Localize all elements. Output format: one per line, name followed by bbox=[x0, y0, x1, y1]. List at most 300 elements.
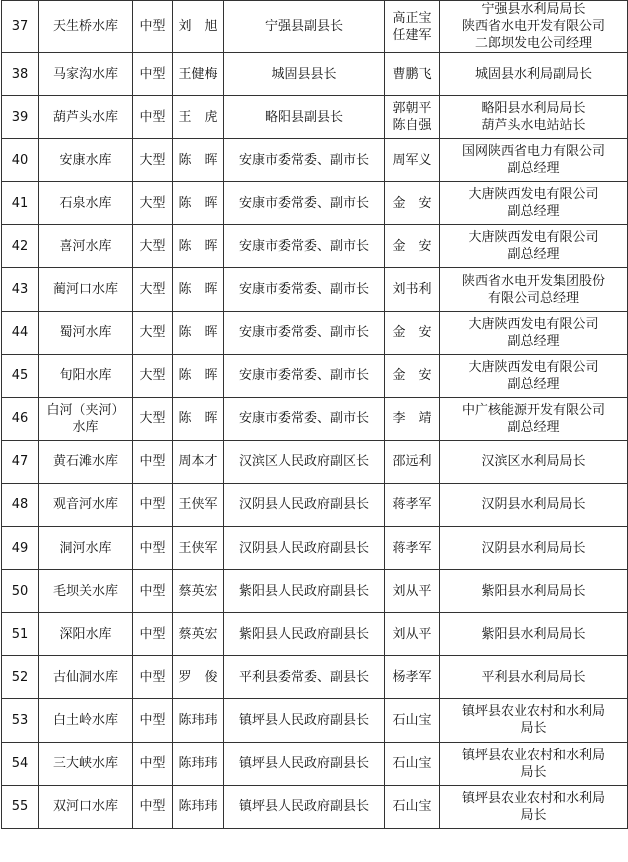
row-number-text: 54 bbox=[11, 756, 29, 772]
row-number-cell bbox=[2, 785, 39, 828]
admin-responsible-person-line: 陈 晖 bbox=[178, 152, 218, 168]
table-row bbox=[2, 742, 628, 785]
row-number-text: 50 bbox=[11, 583, 29, 599]
row-number-text: 53 bbox=[11, 712, 29, 728]
reservoir-type-text: 大型 bbox=[139, 195, 166, 211]
admin-responsible-person-cell bbox=[173, 699, 224, 742]
admin-responsible-person-cell bbox=[173, 527, 224, 570]
tech-position-line: 汉滨区水利局局长 bbox=[481, 454, 586, 470]
tech-responsible-person-line: 任建军 bbox=[392, 27, 432, 43]
row-number-cell bbox=[2, 96, 39, 139]
reservoir-type-text: 大型 bbox=[139, 152, 166, 168]
tech-position-cell bbox=[440, 397, 628, 440]
table-row bbox=[2, 53, 628, 96]
admin-responsible-person-line: 陈 晖 bbox=[178, 195, 218, 211]
reservoir-type-cell bbox=[133, 785, 173, 828]
tech-responsible-person-line: 刘从平 bbox=[392, 583, 432, 599]
reservoir-name-cell bbox=[39, 1, 133, 53]
tech-position-line: 汉阴县水利局局长 bbox=[481, 497, 586, 513]
row-number-cell bbox=[2, 182, 39, 225]
tech-position-cell bbox=[440, 527, 628, 570]
reservoir-responsibility-table bbox=[1, 0, 628, 829]
admin-responsible-person-line: 王侠军 bbox=[178, 540, 218, 556]
table-row bbox=[2, 182, 628, 225]
admin-position-line: 安康市委常委、副市长 bbox=[238, 195, 369, 211]
table-row bbox=[2, 483, 628, 526]
row-number-text: 48 bbox=[11, 497, 29, 513]
table-row bbox=[2, 268, 628, 311]
admin-position-cell bbox=[224, 354, 385, 397]
admin-responsible-person-line: 罗 俊 bbox=[178, 669, 218, 685]
tech-responsible-person-line: 李 靖 bbox=[392, 411, 432, 427]
tech-position-cell bbox=[440, 225, 628, 268]
admin-position-cell bbox=[224, 311, 385, 354]
reservoir-type-cell bbox=[133, 225, 173, 268]
tech-responsible-person-line: 曹鹏飞 bbox=[392, 66, 432, 82]
table-row bbox=[2, 225, 628, 268]
reservoir-name-line: 石泉水库 bbox=[59, 195, 112, 211]
tech-responsible-person-cell bbox=[385, 268, 440, 311]
reservoir-name-cell bbox=[39, 699, 133, 742]
reservoir-name-line: 白河（夹河） bbox=[46, 402, 125, 418]
admin-responsible-person-line: 陈 晖 bbox=[178, 325, 218, 341]
tech-position-line: 略阳县水利局局长 bbox=[481, 101, 586, 117]
row-number-cell bbox=[2, 440, 39, 483]
tech-responsible-person-cell bbox=[385, 613, 440, 656]
tech-position-line: 副总经理 bbox=[507, 333, 560, 349]
reservoir-name-cell bbox=[39, 53, 133, 96]
admin-position-cell bbox=[224, 225, 385, 268]
row-number-text: 41 bbox=[11, 195, 29, 211]
row-number-text: 55 bbox=[11, 799, 29, 815]
row-number-text: 49 bbox=[11, 540, 29, 556]
tech-position-line: 镇坪县农业农村和水利局 bbox=[461, 790, 605, 806]
tech-responsible-person-line: 刘从平 bbox=[392, 626, 432, 642]
tech-responsible-person-cell bbox=[385, 699, 440, 742]
tech-position-line: 城固县水利局副局长 bbox=[474, 66, 592, 82]
tech-responsible-person-line: 高正宝 bbox=[392, 10, 432, 26]
reservoir-type-cell bbox=[133, 53, 173, 96]
admin-position-line: 城固县县长 bbox=[271, 66, 337, 82]
admin-position-line: 安康市委常委、副市长 bbox=[238, 368, 369, 384]
row-number-cell bbox=[2, 742, 39, 785]
reservoir-type-text: 中型 bbox=[139, 540, 166, 556]
reservoir-name-line: 白土岭水库 bbox=[52, 712, 118, 728]
tech-responsible-person-cell bbox=[385, 53, 440, 96]
admin-position-line: 镇坪县人民政府副县长 bbox=[238, 799, 369, 815]
tech-responsible-person-cell bbox=[385, 225, 440, 268]
row-number-cell bbox=[2, 268, 39, 311]
row-number-text: 46 bbox=[11, 411, 29, 427]
row-number-text: 37 bbox=[11, 19, 29, 34]
tech-position-line: 副总经理 bbox=[507, 247, 560, 263]
reservoir-type-cell bbox=[133, 613, 173, 656]
reservoir-type-text: 中型 bbox=[139, 66, 166, 82]
tech-position-line: 陕西省水电开发有限公司 bbox=[461, 19, 605, 34]
tech-position-cell bbox=[440, 742, 628, 785]
reservoir-type-text: 大型 bbox=[139, 238, 166, 254]
tech-responsible-person-cell bbox=[385, 570, 440, 613]
admin-responsible-person-line: 陈玮玮 bbox=[178, 712, 218, 728]
admin-responsible-person-line: 陈 晖 bbox=[178, 238, 218, 254]
tech-responsible-person-cell bbox=[385, 742, 440, 785]
tech-responsible-person-line: 杨孝军 bbox=[392, 669, 432, 685]
reservoir-name-cell bbox=[39, 268, 133, 311]
admin-position-cell bbox=[224, 139, 385, 182]
tech-position-line: 葫芦头水电站站长 bbox=[481, 118, 586, 134]
admin-position-cell bbox=[224, 268, 385, 311]
admin-responsible-person-line: 陈 晖 bbox=[178, 368, 218, 384]
tech-position-line: 陕西省水电开发集团股份 bbox=[461, 273, 605, 289]
table-row bbox=[2, 1, 628, 53]
tech-responsible-person-cell bbox=[385, 96, 440, 139]
tech-position-line: 副总经理 bbox=[507, 419, 560, 435]
reservoir-name-line: 古仙洞水库 bbox=[52, 669, 118, 685]
reservoir-type-text: 中型 bbox=[139, 626, 166, 642]
tech-position-line: 二郎坝发电公司经理 bbox=[474, 36, 592, 51]
tech-position-cell bbox=[440, 483, 628, 526]
reservoir-type-text: 中型 bbox=[139, 712, 166, 728]
row-number-text: 38 bbox=[11, 66, 29, 82]
admin-position-cell bbox=[224, 527, 385, 570]
reservoir-type-cell bbox=[133, 182, 173, 225]
tech-position-line: 镇坪县农业农村和水利局 bbox=[461, 704, 605, 720]
tech-position-line: 有限公司总经理 bbox=[487, 290, 579, 306]
tech-position-cell bbox=[440, 440, 628, 483]
reservoir-type-cell bbox=[133, 527, 173, 570]
admin-responsible-person-cell bbox=[173, 268, 224, 311]
tech-position-line: 副总经理 bbox=[507, 204, 560, 220]
tech-responsible-person-line: 周军义 bbox=[392, 152, 432, 168]
tech-responsible-person-cell bbox=[385, 656, 440, 699]
reservoir-name-line: 深阳水库 bbox=[59, 626, 112, 642]
row-number-cell bbox=[2, 527, 39, 570]
reservoir-name-cell bbox=[39, 483, 133, 526]
admin-responsible-person-line: 王侠军 bbox=[178, 497, 218, 513]
admin-position-line: 镇坪县人民政府副县长 bbox=[238, 756, 369, 772]
tech-position-cell bbox=[440, 53, 628, 96]
tech-responsible-person-line: 金 安 bbox=[392, 368, 432, 384]
reservoir-name-line: 观音河水库 bbox=[52, 497, 118, 513]
reservoir-name-cell bbox=[39, 397, 133, 440]
table-row bbox=[2, 311, 628, 354]
tech-position-line: 局长 bbox=[520, 764, 547, 780]
table-row bbox=[2, 699, 628, 742]
tech-position-cell bbox=[440, 613, 628, 656]
reservoir-type-cell bbox=[133, 397, 173, 440]
reservoir-name-line: 马家沟水库 bbox=[52, 66, 118, 82]
tech-responsible-person-line: 刘书利 bbox=[392, 282, 432, 298]
admin-position-line: 紫阳县人民政府副县长 bbox=[238, 583, 369, 599]
tech-position-cell bbox=[440, 1, 628, 53]
admin-responsible-person-line: 陈玮玮 bbox=[178, 756, 218, 772]
admin-position-line: 安康市委常委、副市长 bbox=[238, 411, 369, 427]
reservoir-name-line: 三大峡水库 bbox=[52, 756, 118, 772]
admin-responsible-person-cell bbox=[173, 570, 224, 613]
admin-responsible-person-cell bbox=[173, 225, 224, 268]
row-number-cell bbox=[2, 656, 39, 699]
reservoir-name-cell bbox=[39, 656, 133, 699]
row-number-cell bbox=[2, 613, 39, 656]
admin-responsible-person-line: 陈 晖 bbox=[178, 282, 218, 298]
admin-responsible-person-cell bbox=[173, 96, 224, 139]
reservoir-type-cell bbox=[133, 570, 173, 613]
admin-position-line: 汉滨区人民政府副区长 bbox=[238, 454, 369, 470]
admin-responsible-person-cell bbox=[173, 656, 224, 699]
reservoir-type-cell bbox=[133, 139, 173, 182]
admin-position-line: 汉阴县人民政府副县长 bbox=[238, 497, 369, 513]
reservoir-name-line: 旬阳水库 bbox=[59, 368, 112, 384]
row-number-text: 39 bbox=[11, 109, 29, 125]
tech-responsible-person-line: 金 安 bbox=[392, 195, 432, 211]
tech-position-line: 局长 bbox=[520, 807, 547, 823]
admin-position-cell bbox=[224, 613, 385, 656]
tech-responsible-person-cell bbox=[385, 311, 440, 354]
table-row bbox=[2, 527, 628, 570]
table-row bbox=[2, 785, 628, 828]
row-number-cell bbox=[2, 225, 39, 268]
tech-position-cell bbox=[440, 268, 628, 311]
tech-position-cell bbox=[440, 785, 628, 828]
tech-responsible-person-line: 蒋孝军 bbox=[392, 497, 432, 513]
reservoir-type-cell bbox=[133, 1, 173, 53]
table-row bbox=[2, 354, 628, 397]
row-number-text: 40 bbox=[11, 152, 29, 168]
admin-position-cell bbox=[224, 53, 385, 96]
table-row bbox=[2, 570, 628, 613]
tech-position-line: 大唐陕西发电有限公司 bbox=[468, 187, 599, 203]
admin-responsible-person-line: 王健梅 bbox=[178, 66, 218, 82]
reservoir-name-line: 蔺河口水库 bbox=[52, 282, 118, 298]
reservoir-type-text: 大型 bbox=[139, 368, 166, 384]
reservoir-type-cell bbox=[133, 440, 173, 483]
reservoir-name-line: 黄石滩水库 bbox=[52, 454, 118, 470]
reservoir-name-cell bbox=[39, 139, 133, 182]
reservoir-name-line: 安康水库 bbox=[59, 152, 112, 168]
tech-responsible-person-line: 石山宝 bbox=[392, 712, 432, 728]
row-number-cell bbox=[2, 483, 39, 526]
admin-position-line: 安康市委常委、副市长 bbox=[238, 325, 369, 341]
admin-position-cell bbox=[224, 397, 385, 440]
admin-responsible-person-line: 蔡英宏 bbox=[178, 626, 218, 642]
reservoir-name-cell bbox=[39, 570, 133, 613]
tech-position-line: 大唐陕西发电有限公司 bbox=[468, 316, 599, 332]
tech-position-line: 局长 bbox=[520, 721, 547, 737]
reservoir-name-cell bbox=[39, 225, 133, 268]
admin-responsible-person-cell bbox=[173, 53, 224, 96]
reservoir-type-cell bbox=[133, 96, 173, 139]
tech-position-line: 平利县水利局局长 bbox=[481, 669, 586, 685]
table-body bbox=[2, 1, 628, 829]
row-number-text: 45 bbox=[11, 368, 29, 384]
reservoir-type-text: 中型 bbox=[139, 109, 166, 125]
row-number-text: 52 bbox=[11, 669, 29, 685]
tech-position-line: 大唐陕西发电有限公司 bbox=[468, 359, 599, 375]
row-number-cell bbox=[2, 354, 39, 397]
tech-responsible-person-cell bbox=[385, 1, 440, 53]
admin-position-cell bbox=[224, 656, 385, 699]
row-number-cell bbox=[2, 699, 39, 742]
admin-position-line: 平利县委常委、副县长 bbox=[238, 669, 369, 685]
tech-responsible-person-line: 邵远利 bbox=[392, 454, 432, 470]
tech-position-cell bbox=[440, 139, 628, 182]
reservoir-type-text: 中型 bbox=[139, 19, 166, 34]
row-number-cell bbox=[2, 53, 39, 96]
table-row bbox=[2, 613, 628, 656]
reservoir-name-cell bbox=[39, 182, 133, 225]
tech-position-line: 紫阳县水利局局长 bbox=[481, 583, 586, 599]
reservoir-type-text: 中型 bbox=[139, 669, 166, 685]
tech-position-line: 副总经理 bbox=[507, 376, 560, 392]
reservoir-type-text: 中型 bbox=[139, 799, 166, 815]
tech-position-line: 副总经理 bbox=[507, 161, 560, 177]
reservoir-type-text: 中型 bbox=[139, 583, 166, 599]
reservoir-type-cell bbox=[133, 483, 173, 526]
tech-responsible-person-cell bbox=[385, 785, 440, 828]
admin-responsible-person-cell bbox=[173, 785, 224, 828]
admin-position-line: 略阳县副县长 bbox=[264, 109, 343, 125]
tech-position-line: 紫阳县水利局局长 bbox=[481, 626, 586, 642]
admin-responsible-person-cell bbox=[173, 483, 224, 526]
reservoir-name-line: 蜀河水库 bbox=[59, 325, 112, 341]
admin-responsible-person-cell bbox=[173, 139, 224, 182]
reservoir-name-cell bbox=[39, 440, 133, 483]
reservoir-name-line: 喜河水库 bbox=[59, 238, 112, 254]
admin-position-cell bbox=[224, 96, 385, 139]
tech-responsible-person-cell bbox=[385, 440, 440, 483]
admin-position-cell bbox=[224, 440, 385, 483]
tech-responsible-person-line: 金 安 bbox=[392, 325, 432, 341]
row-number-text: 42 bbox=[11, 238, 29, 254]
table-row bbox=[2, 440, 628, 483]
tech-responsible-person-cell bbox=[385, 483, 440, 526]
reservoir-name-cell bbox=[39, 354, 133, 397]
row-number-text: 44 bbox=[11, 325, 29, 341]
admin-position-cell bbox=[224, 1, 385, 53]
admin-position-line: 宁强县副县长 bbox=[264, 19, 343, 34]
reservoir-name-cell bbox=[39, 311, 133, 354]
admin-responsible-person-line: 刘 旭 bbox=[178, 19, 218, 34]
admin-responsible-person-cell bbox=[173, 440, 224, 483]
reservoir-name-line: 毛坝关水库 bbox=[52, 583, 118, 599]
admin-responsible-person-cell bbox=[173, 742, 224, 785]
row-number-text: 47 bbox=[11, 454, 29, 470]
row-number-text: 51 bbox=[11, 626, 29, 642]
row-number-cell bbox=[2, 311, 39, 354]
reservoir-name-cell bbox=[39, 96, 133, 139]
reservoir-name-cell bbox=[39, 527, 133, 570]
row-number-cell bbox=[2, 570, 39, 613]
tech-responsible-person-line: 郭朝平 bbox=[392, 101, 432, 117]
reservoir-type-cell bbox=[133, 354, 173, 397]
admin-position-cell bbox=[224, 699, 385, 742]
reservoir-type-text: 中型 bbox=[139, 454, 166, 470]
admin-position-line: 汉阴县人民政府副县长 bbox=[238, 540, 369, 556]
reservoir-type-text: 大型 bbox=[139, 282, 166, 298]
admin-position-line: 紫阳县人民政府副县长 bbox=[238, 626, 369, 642]
reservoir-name-line: 天生桥水库 bbox=[52, 19, 118, 34]
admin-responsible-person-line: 王 虎 bbox=[178, 109, 218, 125]
tech-responsible-person-line: 蒋孝军 bbox=[392, 540, 432, 556]
admin-responsible-person-cell bbox=[173, 613, 224, 656]
row-number-cell bbox=[2, 139, 39, 182]
tech-responsible-person-cell bbox=[385, 397, 440, 440]
admin-responsible-person-cell bbox=[173, 311, 224, 354]
tech-position-line: 大唐陕西发电有限公司 bbox=[468, 230, 599, 246]
admin-responsible-person-line: 蔡英宏 bbox=[178, 583, 218, 599]
admin-position-line: 安康市委常委、副市长 bbox=[238, 238, 369, 254]
tech-responsible-person-cell bbox=[385, 354, 440, 397]
admin-responsible-person-line: 陈 晖 bbox=[178, 411, 218, 427]
row-number-text: 43 bbox=[11, 282, 29, 298]
admin-responsible-person-line: 周本才 bbox=[178, 454, 218, 470]
tech-position-cell bbox=[440, 570, 628, 613]
reservoir-name-cell bbox=[39, 785, 133, 828]
admin-responsible-person-cell bbox=[173, 354, 224, 397]
reservoir-type-cell bbox=[133, 699, 173, 742]
reservoir-name-line: 葫芦头水库 bbox=[52, 109, 118, 125]
table-row bbox=[2, 656, 628, 699]
reservoir-name-line: 洞河水库 bbox=[59, 540, 112, 556]
row-number-cell bbox=[2, 1, 39, 53]
tech-position-line: 镇坪县农业农村和水利局 bbox=[461, 747, 605, 763]
tech-responsible-person-line: 石山宝 bbox=[392, 799, 432, 815]
table-row bbox=[2, 139, 628, 182]
row-number-cell bbox=[2, 397, 39, 440]
tech-position-line: 汉阴县水利局局长 bbox=[481, 540, 586, 556]
tech-position-cell bbox=[440, 96, 628, 139]
tech-responsible-person-line: 金 安 bbox=[392, 238, 432, 254]
reservoir-type-cell bbox=[133, 311, 173, 354]
tech-responsible-person-cell bbox=[385, 527, 440, 570]
reservoir-type-text: 中型 bbox=[139, 497, 166, 513]
table-row bbox=[2, 397, 628, 440]
reservoir-type-text: 大型 bbox=[139, 325, 166, 341]
admin-position-line: 安康市委常委、副市长 bbox=[238, 282, 369, 298]
tech-responsible-person-line: 陈自强 bbox=[392, 118, 432, 134]
tech-position-cell bbox=[440, 656, 628, 699]
tech-position-line: 国网陕西省电力有限公司 bbox=[461, 144, 605, 160]
reservoir-name-cell bbox=[39, 613, 133, 656]
tech-position-line: 宁强县水利局局长 bbox=[481, 2, 586, 17]
reservoir-type-text: 中型 bbox=[139, 756, 166, 772]
tech-responsible-person-cell bbox=[385, 139, 440, 182]
reservoir-type-cell bbox=[133, 656, 173, 699]
tech-position-cell bbox=[440, 182, 628, 225]
reservoir-type-cell bbox=[133, 742, 173, 785]
admin-responsible-person-cell bbox=[173, 397, 224, 440]
table-row bbox=[2, 96, 628, 139]
tech-position-cell bbox=[440, 311, 628, 354]
tech-position-cell bbox=[440, 699, 628, 742]
reservoir-name-cell bbox=[39, 742, 133, 785]
admin-position-cell bbox=[224, 785, 385, 828]
admin-position-line: 安康市委常委、副市长 bbox=[238, 152, 369, 168]
reservoir-name-line: 水库 bbox=[72, 419, 99, 435]
tech-responsible-person-line: 石山宝 bbox=[392, 756, 432, 772]
admin-position-cell bbox=[224, 570, 385, 613]
reservoir-name-line: 双河口水库 bbox=[52, 799, 118, 815]
admin-position-cell bbox=[224, 483, 385, 526]
reservoir-type-cell bbox=[133, 268, 173, 311]
reservoir-type-text: 大型 bbox=[139, 411, 166, 427]
admin-responsible-person-cell bbox=[173, 182, 224, 225]
admin-position-cell bbox=[224, 182, 385, 225]
admin-position-line: 镇坪县人民政府副县长 bbox=[238, 712, 369, 728]
tech-position-line: 中广核能源开发有限公司 bbox=[461, 402, 605, 418]
tech-responsible-person-cell bbox=[385, 182, 440, 225]
tech-position-cell bbox=[440, 354, 628, 397]
